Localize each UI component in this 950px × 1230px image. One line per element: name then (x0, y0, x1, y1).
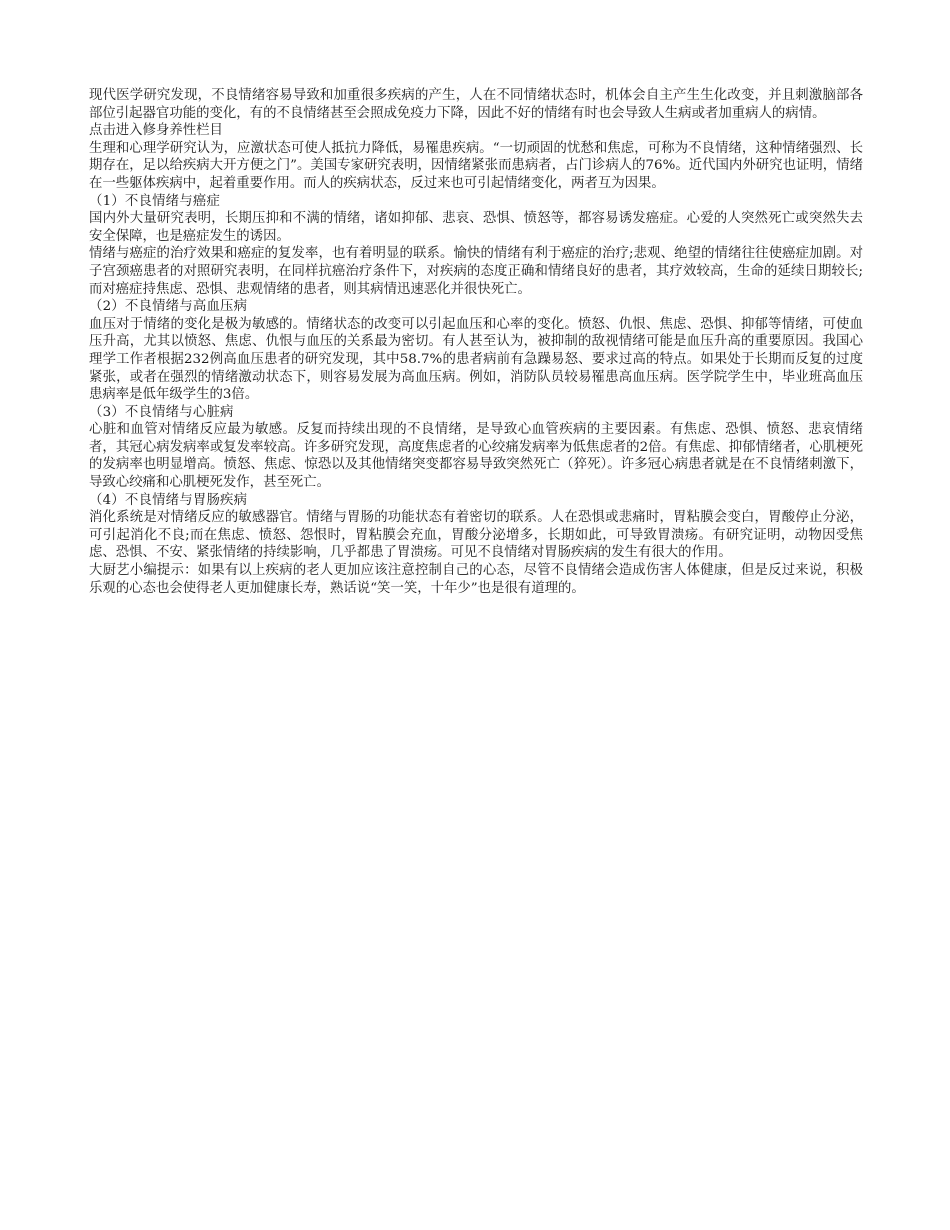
column-link[interactable]: 点击进入修身养性栏目 (89, 123, 223, 139)
hypertension-paragraph: 血压对于情绪的变化是极为敏感的。情绪状态的改变可以引起血压和心率的变化。愤怒、仇恨、焦虑、恐惧、抑郁等情绪，可使血压升高，尤其以愤怒、焦虑、仇恨与血压的关系最为密切。有人甚至认为，被抑制的敌视情绪可能是血压升高的重要原因。我国心理学工作者根据232例高血压患者的研究发现，其中58.7%的患者病前有急躁易怒、要求过高的特点。如果处于长期而反复的过度紧张，或者在强烈的情绪激动状态下，则容易发展为高血压病。例如，消防队员较易罹患高血压病。医学院学生中，毕业班高血压患病率是低年级学生的3倍。 (89, 316, 863, 403)
stress-paragraph: 生理和心理学研究认为，应激状态可使人抵抗力降低，易罹患疾病。“一切顽固的忧愁和焦虑，可称为不良情绪，这种情绪强烈、长期存在，足以给疾病大开方便之门”。美国专家研究表明，因情绪紧张而患病者，占门诊病人的76%。近代国内外研究也证明，情绪在一些躯体疾病中，起着重要作用。而人的疾病状态，反过来也可引起情绪变化，两者互为因果。 (89, 140, 863, 191)
section-heading-hypertension: （2）不良情绪与高血压病 (89, 299, 248, 315)
cancer-paragraph-2: 情绪与癌症的治疗效果和癌症的复发率，也有着明显的联系。愉快的情绪有利于癌症的治疗;悲观、绝望的情绪往往使癌症加剧。对子宫颈癌患者的对照研究表明，在同样抗癌治疗条件下，对疾病的态度正确和情绪良好的患者，其疗效较高，生命的延续日期较长;而对癌症持焦虑、恐惧、悲观情绪的患者，则其病情迅速恶化并很快死亡。 (89, 246, 863, 297)
heart-disease-paragraph: 心脏和血管对情绪反应最为敏感。反复而持续出现的不良情绪，是导致心血管疾病的主要因素。有焦虑、恐惧、愤怒、悲哀情绪者，其冠心病发病率或复发率较高。许多研究发现，高度焦虑者的心绞痛发病率为低焦虑者的2倍。有焦虑、抑郁情绪者，心肌梗死的发病率也明显增高。愤怒、焦虑、惊恐以及其他情绪突变都容易导致突然死亡（猝死）。许多冠心病患者就是在不良情绪刺激下，导致心绞痛和心肌梗死发作，甚至死亡。 (89, 422, 863, 491)
section-heading-gastro: （4）不良情绪与胃肠疾病 (89, 492, 248, 508)
section-heading-heart-disease: （3）不良情绪与心脏病 (89, 404, 234, 420)
cancer-paragraph-1: 国内外大量研究表明，长期压抑和不满的情绪，诸如抑郁、悲哀、恐惧、愤怒等，都容易诱发癌症。心爱的人突然死亡或突然失去安全保障，也是癌症发生的诱因。 (89, 211, 863, 244)
intro-paragraph: 现代医学研究发现，不良情绪容易导致和加重很多疾病的产生，人在不同情绪状态时，机体会自主产生生化改变，并且刺激脑部各部位引起器官功能的变化，有的不良情绪甚至会照成免疫力下降，因此不好的情绪有时也会导致人生病或者加重病人的病情。 (89, 88, 863, 121)
article-body (89, 87, 863, 597)
gastro-paragraph: 消化系统是对情绪反应的敏感器官。情绪与胃肠的功能状态有着密切的联系。人在恐惧或悲痛时，胃粘膜会变白，胃酸停止分泌，可引起消化不良;而在焦虑、愤怒、怨恨时，胃粘膜会充血，胃酸分泌增多，长期如此，可导致胃溃疡。有研究证明，动物因受焦虑、恐惧、不安、紧张情绪的持续影响，几乎都患了胃溃疡。可见不良情绪对胃肠疾病的发生有很大的作用。 (89, 510, 863, 561)
closing-paragraph: 大厨艺小编提示：如果有以上疾病的老人更加应该注意控制自己的心态，尽管不良情绪会造成伤害人体健康，但是反过来说，积极乐观的心态也会使得老人更加健康长寿，熟话说“笑一笑，十年少”也是很有道理的。 (89, 563, 863, 596)
section-heading-cancer: （1）不良情绪与癌症 (89, 193, 221, 209)
